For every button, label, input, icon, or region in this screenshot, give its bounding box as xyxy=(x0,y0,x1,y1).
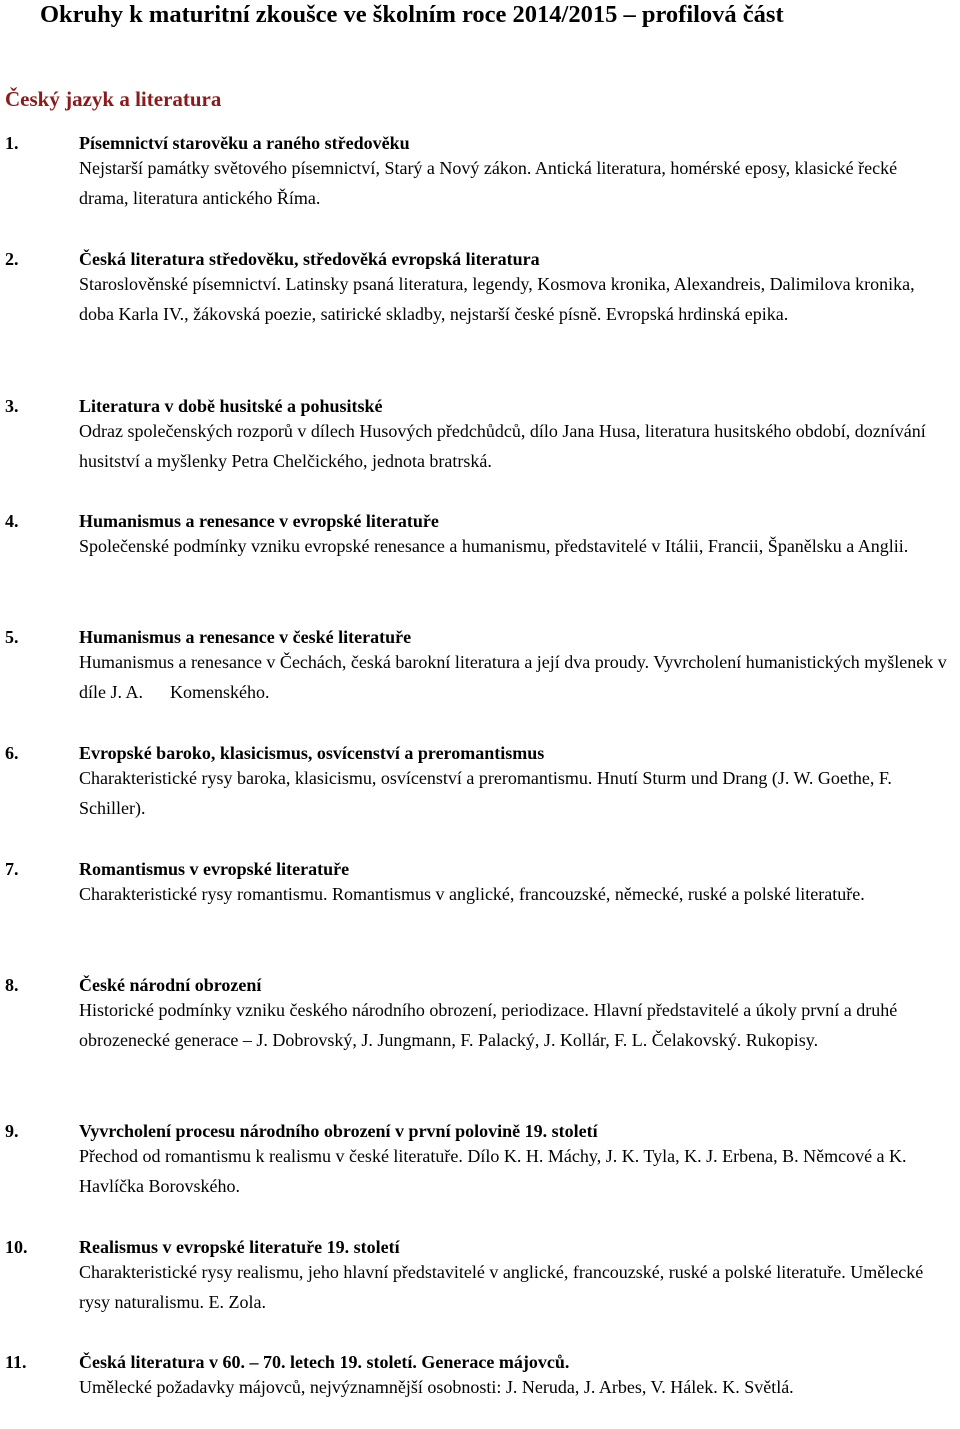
topic-title: Realismus v evropské literatuře 19. století xyxy=(79,1237,400,1257)
topic-number: 8. xyxy=(5,975,19,995)
topic-number: 11. xyxy=(5,1352,27,1372)
topic-title: Evropské baroko, klasicismus, osvícenství a preromantismus xyxy=(79,743,545,763)
subject-heading: Český jazyk a literatura xyxy=(5,87,222,111)
topic-description: Historické podmínky vzniku českého národního obrození, periodizace. Hlavní představitelé a úkoly první a druhé obrozenecké generace – J. Dobrovský, J. Jungmann, F. Palacký, J. Kollár, F. L. Čelakovský. Rukopisy. xyxy=(79,1000,898,1050)
topic-number: 6. xyxy=(5,743,19,763)
topic-number: 1. xyxy=(5,133,19,153)
topic-description: Humanismus a renesance v Čechách, česká barokní literatura a její dva proudy. Vyvrcholení humanistických myšlenek v díle J. A. Komenského. xyxy=(79,652,952,702)
topic-description: Společenské podmínky vzniku evropské renesance a humanismu, představitelé v Itálii, Francii, Španělsku a Anglii. xyxy=(79,536,909,556)
topic-title: Česká literatura středověku, středověká evropská literatura xyxy=(79,249,540,269)
topic-title: Vyvrcholení procesu národního obrození v první polovině 19. století xyxy=(79,1121,598,1141)
topic-title: Humanismus a renesance v české literatuře xyxy=(79,627,412,647)
topic-description: Přechod od romantismu k realismu v české literatuře. Dílo K. H. Máchy, J. K. Tyla, K. J. Erbena, B. Němcové a K. Havlíčka Borovského. xyxy=(79,1146,907,1196)
topic-number: 5. xyxy=(5,627,19,647)
topic-description: Staroslověnské písemnictví. Latinsky psaná literatura, legendy, Kosmova kronika, Alexandreis, Dalimilova kronika, doba Karla IV., žákovská poezie, satirické skladby, nejstarší české písně. Evropská hrdinská epika. xyxy=(79,274,915,324)
topic-description: Nejstarší památky světového písemnictví, Starý a Nový zákon. Antická literatura, homérské eposy, klasické řecké drama, literatura antického Říma. xyxy=(79,158,898,208)
topic-description: Charakteristické rysy romantismu. Romantismus v anglické, francouzské, německé, ruské a polské literatuře. xyxy=(79,884,865,904)
topic-number: 9. xyxy=(5,1121,19,1141)
document-title: Okruhy k maturitní zkoušce ve školním roce 2014/2015 – profilová část xyxy=(40,1,784,28)
topic-description: Odraz společenských rozporů v dílech Husových předchůdců, dílo Jana Husa, literatura husitského období, doznívání husitství a myšlenky Petra Chelčického, jednota bratrská. xyxy=(79,421,926,471)
topic-title: Romantismus v evropské literatuře xyxy=(79,859,350,879)
topic-number: 4. xyxy=(5,511,19,531)
topic-title: Písemnictví starověku a raného středověku xyxy=(79,133,410,153)
topic-number: 7. xyxy=(5,859,19,879)
topic-description: Charakteristické rysy realismu, jeho hlavní představitelé v anglické, francouzské, ruské a polské literatuře. Umělecké rysy naturalismu. E. Zola. xyxy=(79,1262,924,1312)
topic-title: České národní obrození xyxy=(79,975,262,995)
topic-title: Literatura v době husitské a pohusitské xyxy=(79,396,383,416)
topic-number: 10. xyxy=(5,1237,28,1257)
topic-number: 2. xyxy=(5,249,19,269)
topic-title: Humanismus a renesance v evropské literatuře xyxy=(79,511,439,531)
topic-number: 3. xyxy=(5,396,19,416)
topic-description: Umělecké požadavky májovců, nejvýznamnější osobnosti: J. Neruda, J. Arbes, V. Hálek. K. Světlá. xyxy=(79,1377,794,1397)
topic-description: Charakteristické rysy baroka, klasicismu, osvícenství a preromantismu. Hnutí Sturm und Drang (J. W. Goethe, F. Schiller). xyxy=(79,768,892,818)
topic-title: Česká literatura v 60. – 70. letech 19. století. Generace májovců. xyxy=(79,1352,570,1372)
